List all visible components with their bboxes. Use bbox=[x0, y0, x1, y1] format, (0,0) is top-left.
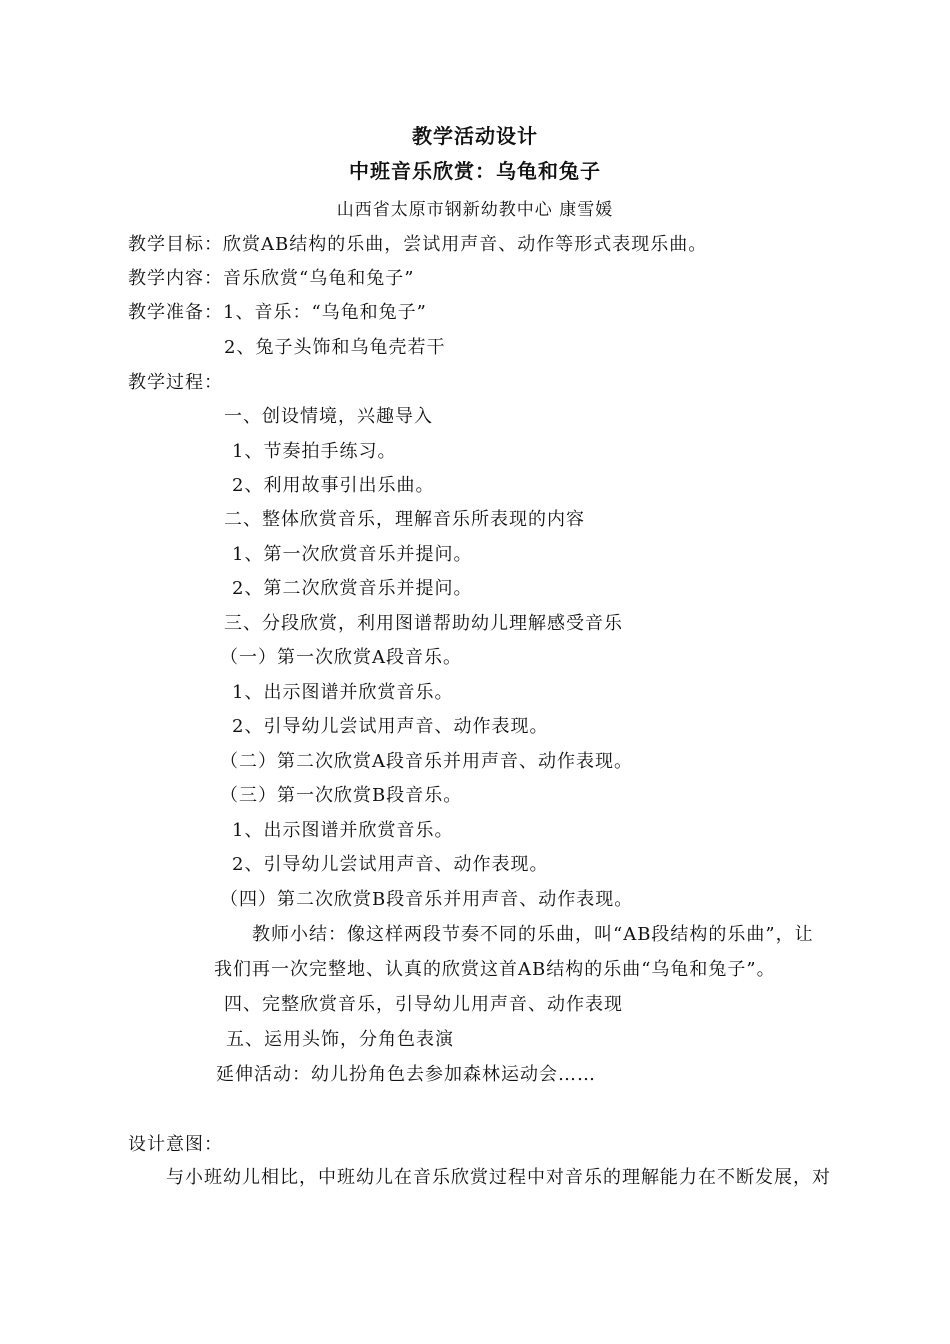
step-2-heading: 二、整体欣赏音乐，理解音乐所表现的内容 bbox=[224, 509, 585, 530]
step-1-item-1: 1、节奏拍手练习。 bbox=[232, 441, 397, 462]
step-3-part-c-item-1: 1、出示图谱并欣赏音乐。 bbox=[232, 820, 454, 841]
step-3-part-a: （一）第一次欣赏A段音乐。 bbox=[220, 647, 462, 668]
teaching-prep-2: 2、兔子头饰和乌龟壳若干 bbox=[224, 337, 446, 358]
design-intent-label: 设计意图： bbox=[128, 1134, 223, 1155]
design-intent-paragraph: 与小班幼儿相比，中班幼儿在音乐欣赏过程中对音乐的理解能力在不断发展，对 bbox=[166, 1167, 831, 1188]
extension-activity: 延伸活动：幼儿扮角色去参加森林运动会…… bbox=[216, 1064, 596, 1085]
step-3-part-c-item-2: 2、引导幼儿尝试用声音、动作表现。 bbox=[232, 854, 549, 875]
step-2-item-2: 2、第二次欣赏音乐并提问。 bbox=[232, 578, 473, 599]
step-4-heading: 四、完整欣赏音乐，引导幼儿用声音、动作表现 bbox=[224, 994, 623, 1015]
step-1-heading: 一、创设情境，兴趣导入 bbox=[224, 406, 433, 427]
teaching-prep-1: 教学准备：1、音乐：“乌龟和兔子” bbox=[128, 302, 427, 323]
step-2-item-1: 1、第一次欣赏音乐并提问。 bbox=[232, 544, 473, 565]
step-5-heading: 五、运用头饰，分角色表演 bbox=[226, 1029, 454, 1050]
step-3-part-a-item-1: 1、出示图谱并欣赏音乐。 bbox=[232, 682, 454, 703]
document-subtitle: 中班音乐欣赏：乌龟和兔子 bbox=[349, 159, 601, 183]
teaching-content: 教学内容：音乐欣赏“乌龟和兔子” bbox=[128, 268, 415, 289]
teaching-goal: 教学目标：欣赏AB结构的乐曲，尝试用声音、动作等形式表现乐曲。 bbox=[128, 234, 708, 255]
step-3-part-c: （三）第一次欣赏B段音乐。 bbox=[220, 785, 463, 806]
step-3-heading: 三、分段欣赏，利用图谱帮助幼儿理解感受音乐 bbox=[224, 613, 623, 634]
teacher-summary-line-1: 教师小结：像这样两段节奏不同的乐曲，叫“AB段结构的乐曲”，让 bbox=[252, 924, 814, 945]
step-3-part-a-item-2: 2、引导幼儿尝试用声音、动作表现。 bbox=[232, 716, 549, 737]
teacher-summary-line-2: 我们再一次完整地、认真的欣赏这首AB结构的乐曲“乌龟和兔子”。 bbox=[214, 959, 776, 980]
step-3-part-d: （四）第二次欣赏B段音乐并用声音、动作表现。 bbox=[220, 889, 634, 910]
step-3-part-b: （二）第二次欣赏A段音乐并用声音、动作表现。 bbox=[220, 751, 633, 772]
author-line: 山西省太原市钢新幼教中心 康雪媛 bbox=[336, 200, 614, 220]
step-1-item-2: 2、利用故事引出乐曲。 bbox=[232, 475, 435, 496]
document-title: 教学活动设计 bbox=[412, 124, 538, 148]
process-label: 教学过程： bbox=[128, 372, 223, 393]
